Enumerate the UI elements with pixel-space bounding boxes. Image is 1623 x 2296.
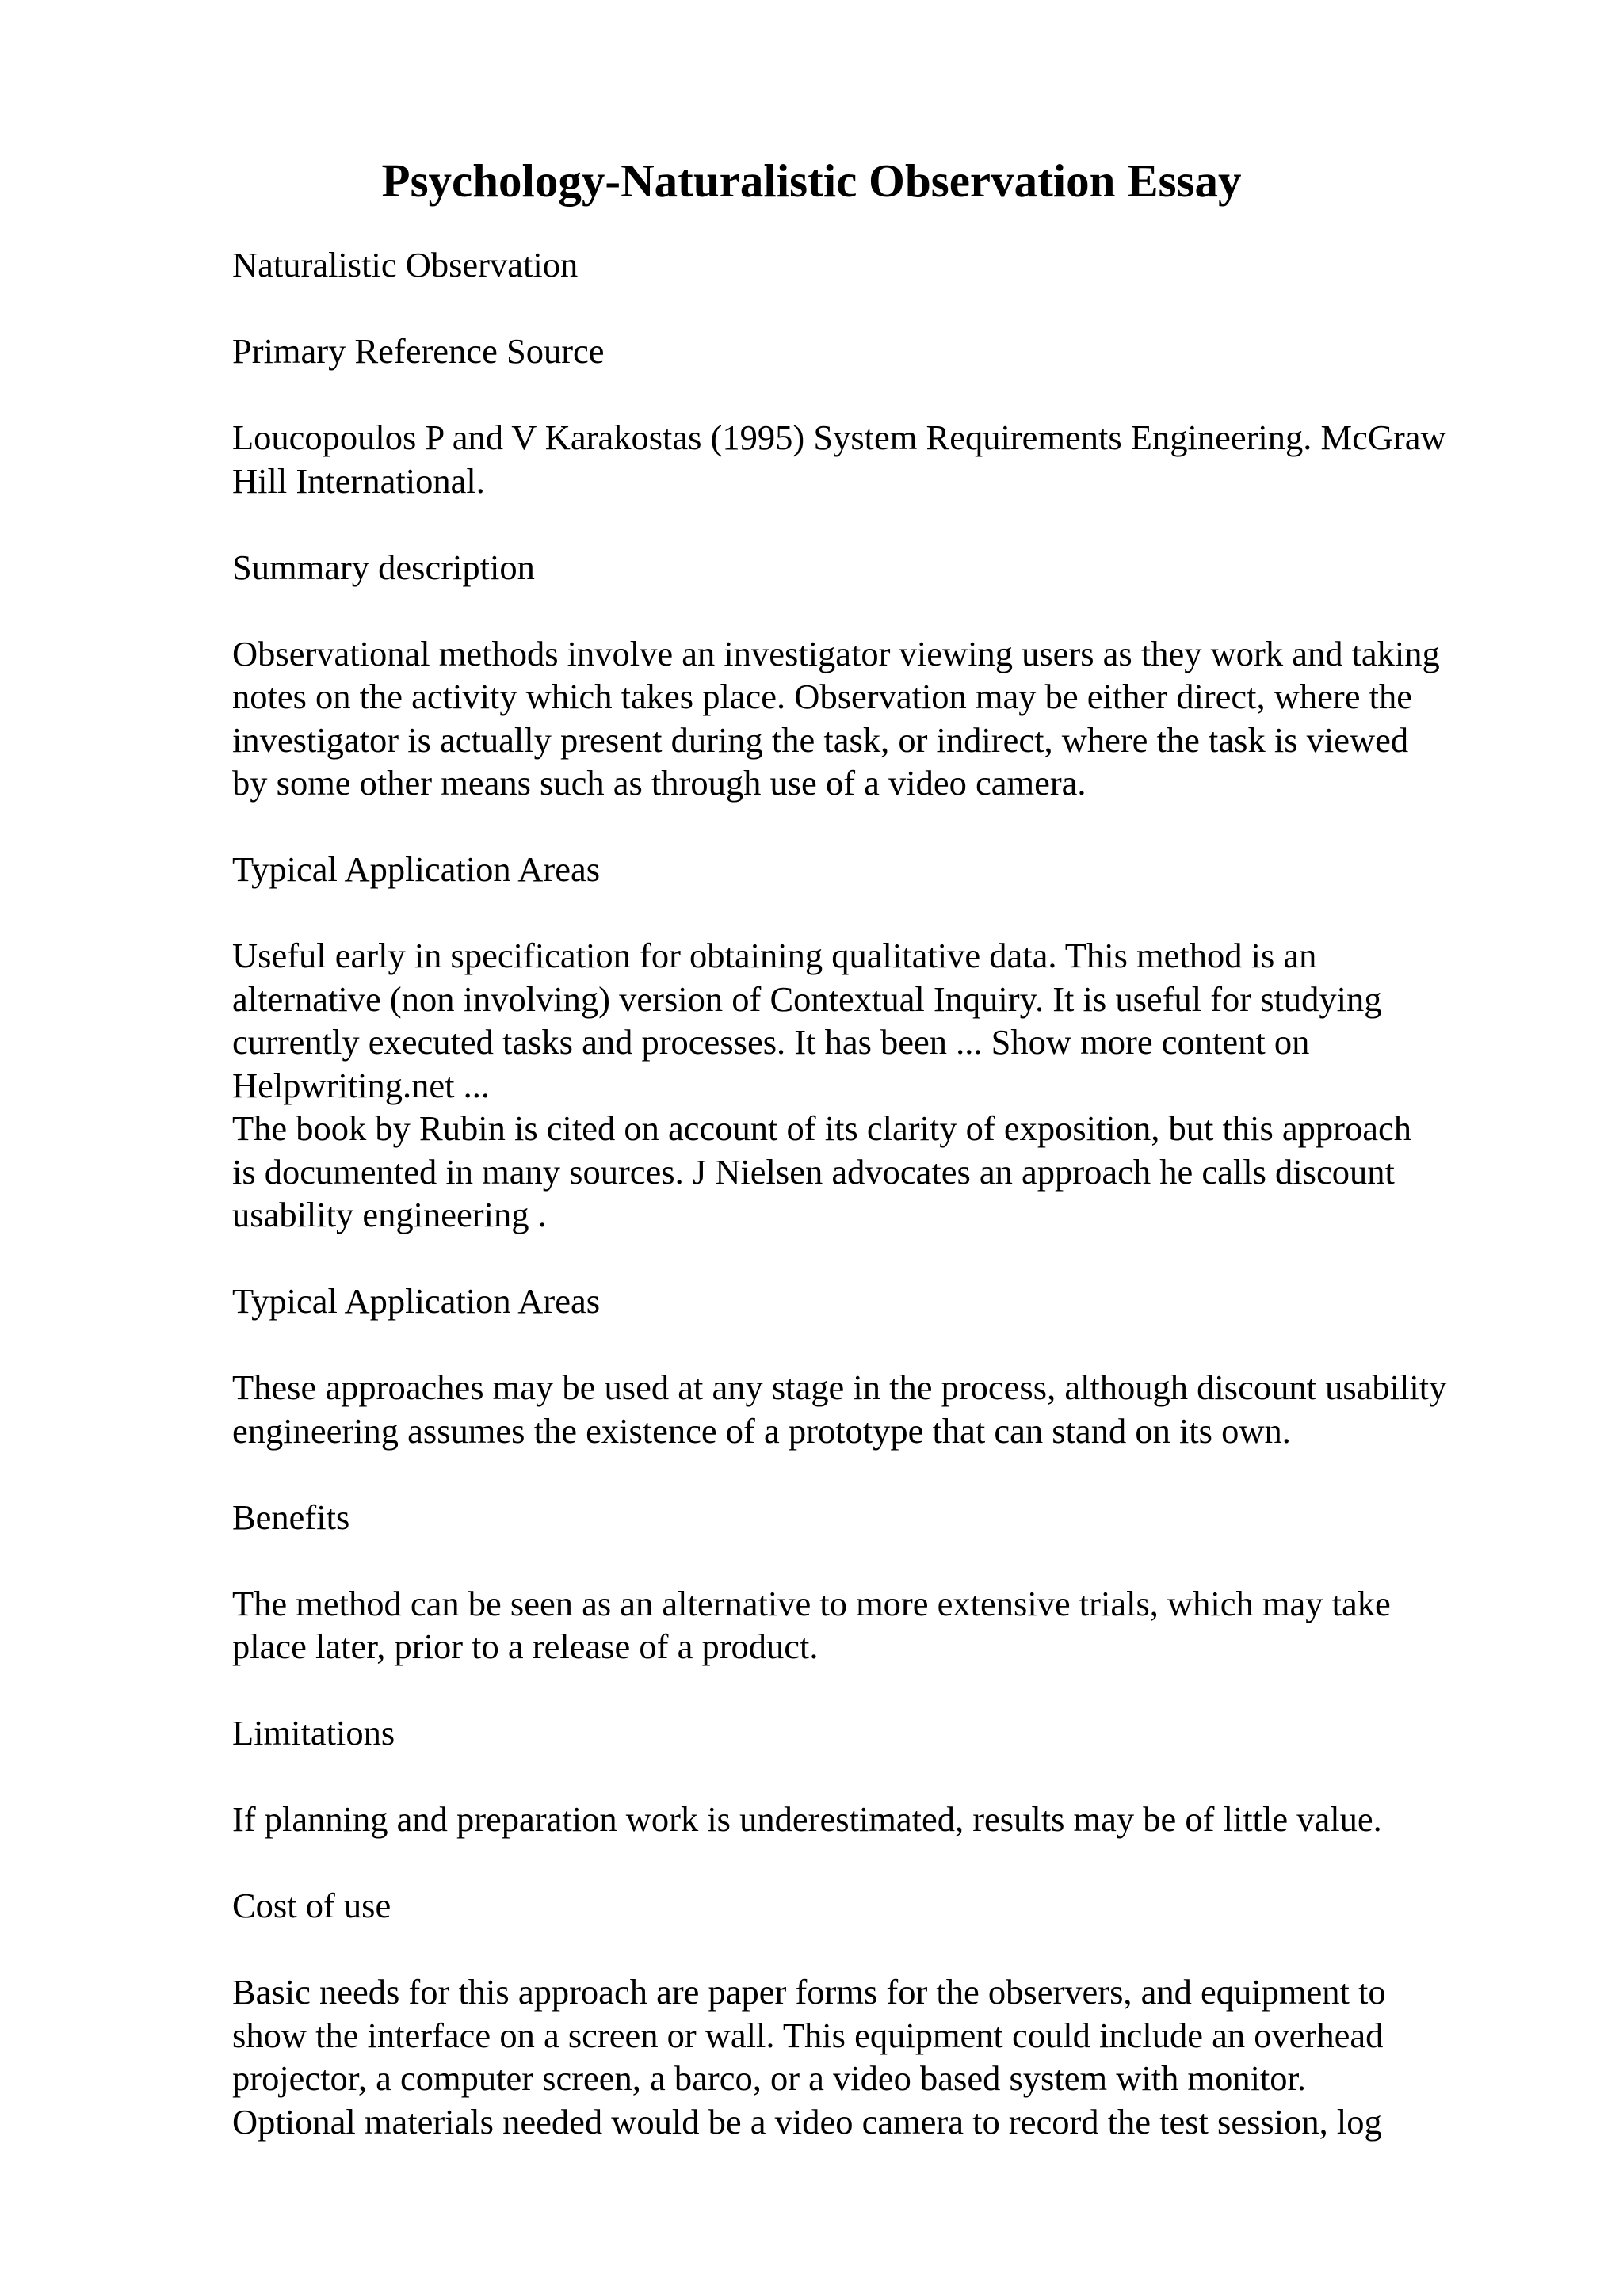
text-line: Basic needs for this approach are paper forms for the observers, and equipment to [232,1972,1386,2012]
document-body [232,243,1532,2143]
text-line: Typical Application Areas [232,1281,601,1321]
paragraph-gap [232,502,1532,546]
paragraph-gap [232,373,1532,417]
text-line: These approaches may be used at any stage in the process, although discount usability [232,1367,1447,1407]
text-line: investigator is actually present during the task, or indirect, where the task is viewed [232,719,1409,760]
paragraph-gap [232,805,1532,849]
text-line: Loucopoulos P and V Karakostas (1995) System Requirements Engineering. McGraw [232,418,1446,457]
text-line: Observational methods involve an investigator viewing users as they work and taking [232,633,1440,673]
text-line: Cost of use [232,1886,391,1925]
paragraph-gap [232,287,1532,330]
paragraph-gap [232,589,1532,632]
paragraph-gap [232,891,1532,935]
paragraph-gap [232,1928,1532,1971]
paragraph-gap [232,1669,1532,1712]
text-line: Typical Application Areas [232,849,601,889]
text-line: The book by Rubin is cited on account of its clarity of exposition, but this approach [232,1108,1411,1148]
paragraph-gap [232,1237,1532,1280]
text-line: place later, prior to a release of a product. [232,1627,819,1666]
paragraph-gap [232,1539,1532,1582]
text-line: notes on the activity which takes place. Observation may be either direct, where the [232,677,1412,716]
paragraph-gap [232,1841,1532,1885]
text-line: currently executed tasks and processes. It has been ... Show more content on [232,1022,1310,1062]
text-line: is documented in many sources. J Nielsen advocates an approach he calls discount [232,1151,1395,1192]
text-line: projector, a computer screen, a barco, or a video based system with monitor. [232,2058,1307,2098]
text-line: alternative (non involving) version of Contextual Inquiry. It is useful for studying [232,978,1382,1019]
text-line: Hill International. [232,460,485,501]
text-line: Summary description [232,547,535,587]
text-line: Useful early in specification for obtaining qualitative data. This method is an [232,936,1317,975]
text-line: If planning and preparation work is underestimated, results may be of little value. [232,1799,1382,1839]
text-line: show the interface on a screen or wall. This equipment could include an overhead [232,2015,1384,2055]
text-line: Primary Reference Source [232,331,605,371]
paragraph-gap [232,1323,1532,1367]
text-line: engineering assumes the existence of a prototype that can stand on its own. [232,1410,1291,1451]
document-title: Psychology-Naturalistic Observation Essay [381,154,1242,207]
text-line: Helpwriting.net ... [232,1065,491,1105]
paragraph-gap [232,1452,1532,1496]
paragraph-gap [232,1755,1532,1798]
text-line: The method can be seen as an alternative to more extensive trials, which may take [232,1583,1391,1623]
text-line: by some other means such as through use of a video camera. [232,763,1086,803]
text-line: Benefits [232,1497,350,1537]
text-line: Naturalistic Observation [232,245,579,284]
text-line: usability engineering . [232,1195,547,1234]
text-line: Optional materials needed would be a video camera to record the test session, log [232,2101,1382,2142]
text-line: Limitations [232,1713,395,1753]
